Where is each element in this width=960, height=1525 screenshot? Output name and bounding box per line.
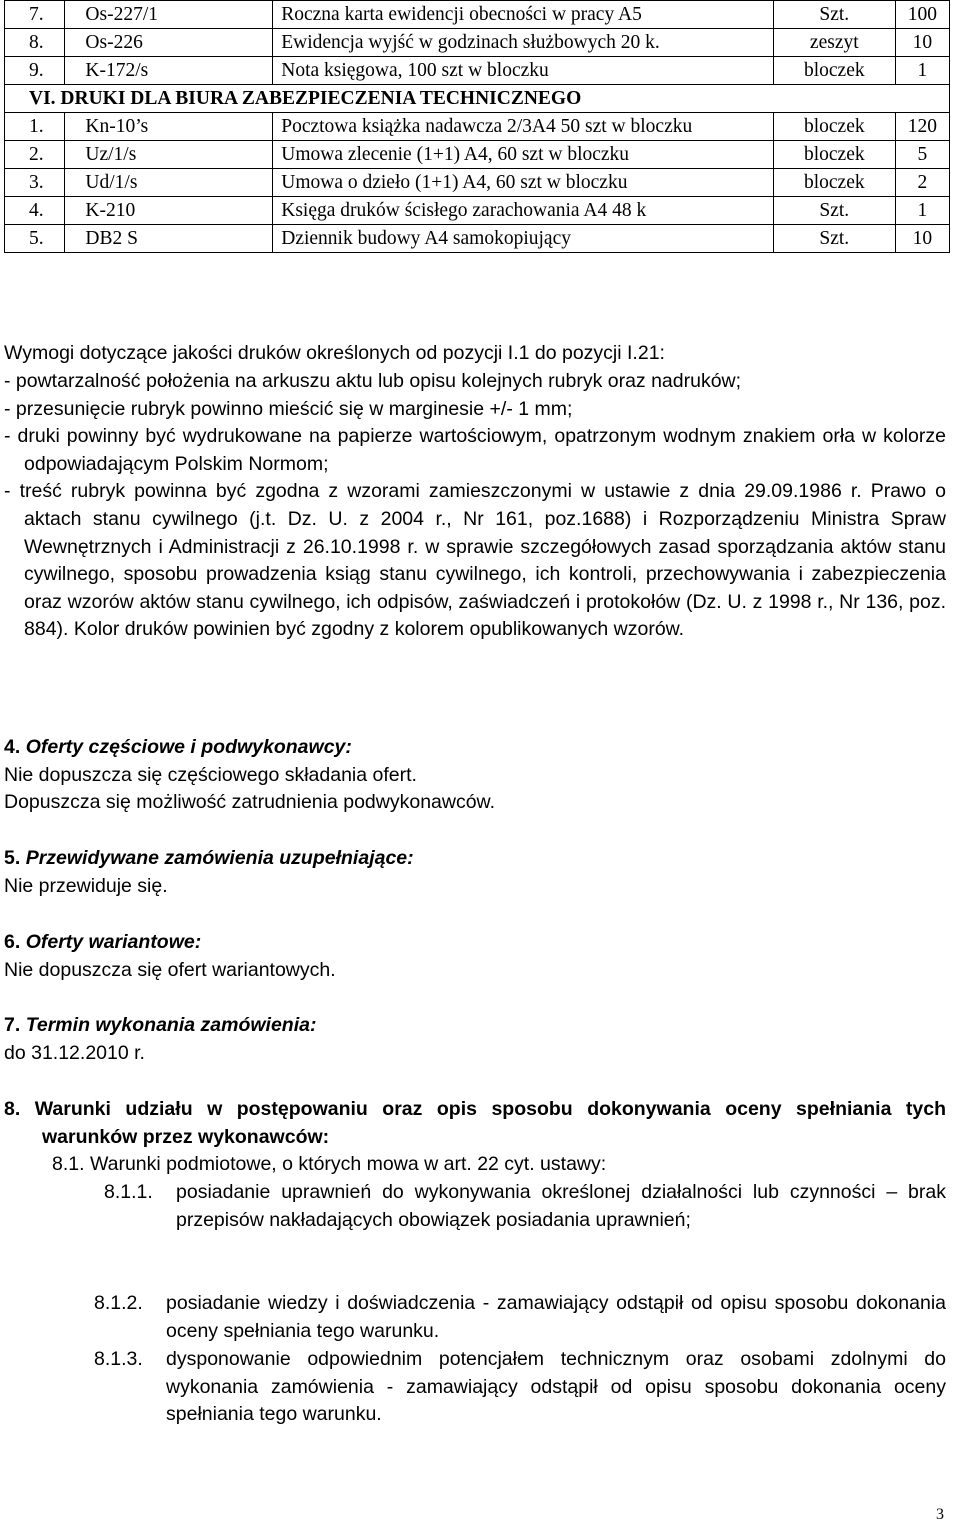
requirements-heading: Wymogi dotyczące jakości druków określonych od pozycji I.1 do pozycji I.21: bbox=[4, 342, 665, 364]
section-number: 7. bbox=[4, 1014, 21, 1036]
row-code: K-172/s bbox=[65, 57, 273, 85]
item-text: posiadanie uprawnień do wykonywania określonej działalności lub czynności – brak przepisów nakładających obowiązek posiadania uprawnień; bbox=[176, 1181, 946, 1231]
row-unit: Szt. bbox=[773, 225, 895, 253]
list-item: - druki powinny być wydrukowane na papierze wartościowym, opatrzonym wodnym znakiem orła w kolorze odpowiadającym Polskim Normom; bbox=[4, 425, 946, 475]
row-name: Umowa zlecenie (1+1) A4, 60 szt w bloczku bbox=[273, 141, 774, 169]
section-7 bbox=[4, 1012, 946, 1067]
section-5 bbox=[4, 845, 946, 900]
item-number: 8.1.3. bbox=[94, 1348, 143, 1370]
forms-table bbox=[4, 0, 950, 253]
row-number: 2. bbox=[5, 141, 65, 169]
row-code: K-210 bbox=[65, 197, 273, 225]
section-title: Termin wykonania zamówienia: bbox=[25, 1014, 317, 1036]
section-line: Nie dopuszcza się częściowego składania ofert. bbox=[4, 763, 417, 786]
row-qty: 5 bbox=[895, 141, 949, 169]
table-row bbox=[5, 29, 950, 57]
row-qty: 10 bbox=[895, 29, 949, 57]
table-row bbox=[5, 141, 950, 169]
section-6 bbox=[4, 929, 946, 984]
list-item bbox=[104, 1179, 946, 1234]
row-unit: zeszyt bbox=[773, 29, 895, 57]
row-qty: 100 bbox=[895, 1, 949, 29]
row-name: Roczna karta ewidencji obecności w pracy A5 bbox=[273, 1, 774, 29]
row-name: Umowa o dzieło (1+1) A4, 60 szt w bloczku bbox=[273, 169, 774, 197]
row-unit: bloczek bbox=[773, 57, 895, 85]
row-code: Kn-10’s bbox=[65, 113, 273, 141]
row-name: Dziennik budowy A4 samokopiujący bbox=[273, 225, 774, 253]
list-item: - treść rubryk powinna być zgodna z wzorami zamieszczonymi w ustawie z dnia 29.09.1986 r. Prawo o aktach stanu cywilnego (j.t. Dz. U. z 2004 r., Nr 161, poz.1688) i Rozporządzeniu Ministra Spraw Wewnętrznych i Administracji z 26.10.1998 r. w sprawie szczegółowych zasad sporządzania aktów stanu cywilnego, sposobu prowadzenia ksiąg stanu cywilnego, ich kontroli, przechowywania i zabezpieczenia oraz wzorów aktów stanu cywilnego, ich odpisów, zaświadczeń i protokołów (Dz. U. z 1998 r., Nr 136, poz. 884). Kolor druków powinien być zgodny z kolorem opublikowanych wzorów. bbox=[4, 480, 946, 641]
row-name: Ewidencja wyjść w godzinach służbowych 20 k. bbox=[273, 29, 774, 57]
row-name: Księga druków ścisłego zarachowania A4 48 k bbox=[273, 197, 774, 225]
row-name: Pocztowa książka nadawcza 2/3A4 50 szt w bloczku bbox=[273, 113, 774, 141]
table-row bbox=[5, 225, 950, 253]
list-item bbox=[94, 1290, 946, 1345]
section-line: Dopuszcza się możliwość zatrudnienia podwykonawców. bbox=[4, 791, 495, 814]
row-unit: bloczek bbox=[773, 141, 895, 169]
section-line: do 31.12.2010 r. bbox=[4, 1041, 145, 1064]
row-code: Os-227/1 bbox=[65, 1, 273, 29]
row-number: 7. bbox=[5, 1, 65, 29]
section-number: 5. bbox=[4, 847, 21, 869]
section-4 bbox=[4, 734, 946, 817]
section-number: 6. bbox=[4, 931, 21, 953]
row-code: DB2 S bbox=[65, 225, 273, 253]
row-code: Ud/1/s bbox=[65, 169, 273, 197]
table-row bbox=[5, 57, 950, 85]
table-row bbox=[5, 113, 950, 141]
section-line: Nie dopuszcza się ofert wariantowych. bbox=[4, 958, 336, 981]
row-code: Os-226 bbox=[65, 29, 273, 57]
section-title: Oferty wariantowe: bbox=[25, 931, 202, 953]
table-row bbox=[5, 1, 950, 29]
section-title: VI. DRUKI DLA BIURA ZABEZPIECZENIA TECHNICZNEGO bbox=[5, 85, 950, 113]
table-row bbox=[5, 197, 950, 225]
row-unit: Szt. bbox=[773, 1, 895, 29]
row-number: 4. bbox=[5, 197, 65, 225]
subsection-heading: 8.1. Warunki podmiotowe, o których mowa w art. 22 cyt. ustawy: bbox=[52, 1153, 607, 1176]
page-number: 3 bbox=[936, 1506, 944, 1523]
row-unit: Szt. bbox=[773, 197, 895, 225]
requirements-list bbox=[4, 368, 946, 644]
row-code: Uz/1/s bbox=[65, 141, 273, 169]
item-number: 8.1.1. bbox=[104, 1181, 153, 1203]
list-item bbox=[94, 1346, 946, 1429]
row-qty: 2 bbox=[895, 169, 949, 197]
section-title: Oferty częściowe i podwykonawcy: bbox=[25, 736, 352, 758]
item-text: dysponowanie odpowiednim potencjałem technicznym oraz osobami zdolnymi do wykonania zamówienia - zamawiający odstąpił od opisu sposobu dokonania oceny spełniania tego warunku. bbox=[166, 1348, 946, 1426]
row-qty: 10 bbox=[895, 225, 949, 253]
section-number: 4. bbox=[4, 736, 21, 758]
section-line: Nie przewiduje się. bbox=[4, 874, 168, 897]
row-number: 5. bbox=[5, 225, 65, 253]
list-item: - przesunięcie rubryk powinno mieścić się w marginesie +/- 1 mm; bbox=[4, 397, 573, 420]
row-number: 1. bbox=[5, 113, 65, 141]
list-item: - powtarzalność położenia na arkuszu aktu lub opisu kolejnych rubryk oraz nadruków; bbox=[4, 370, 742, 392]
item-number: 8.1.2. bbox=[94, 1292, 143, 1314]
row-number: 9. bbox=[5, 57, 65, 85]
table-row bbox=[5, 169, 950, 197]
row-qty: 1 bbox=[895, 197, 949, 225]
row-number: 3. bbox=[5, 169, 65, 197]
row-name: Nota księgowa, 100 szt w bloczku bbox=[273, 57, 774, 85]
section-heading: 8. Warunki udziału w postępowaniu oraz opis sposobu dokonywania oceny spełniania tych warunków przez wykonawców: bbox=[4, 1098, 946, 1148]
item-text: posiadanie wiedzy i doświadczenia - zamawiający odstąpił od opisu sposobu dokonania oceny spełniania tego warunku. bbox=[166, 1292, 946, 1342]
row-qty: 1 bbox=[895, 57, 949, 85]
section-title: Przewidywane zamówienia uzupełniające: bbox=[25, 847, 414, 869]
row-qty: 120 bbox=[895, 113, 949, 141]
section-8 bbox=[4, 1096, 946, 1179]
row-unit: bloczek bbox=[773, 113, 895, 141]
row-unit: bloczek bbox=[773, 169, 895, 197]
table-section-row bbox=[5, 85, 950, 113]
row-number: 8. bbox=[5, 29, 65, 57]
